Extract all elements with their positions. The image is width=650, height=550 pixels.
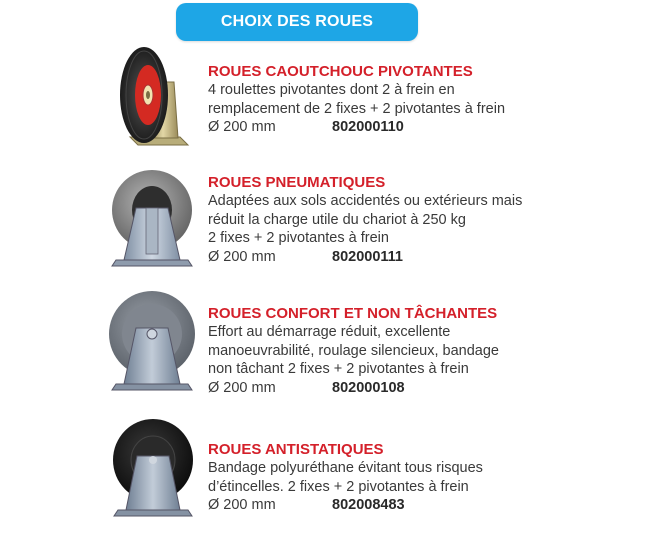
product-reference: 802000111 (332, 248, 403, 265)
product-description-line: réduit la charge utile du chariot à 250 kg (208, 211, 466, 228)
product-title: ROUES CAOUTCHOUC PIVOTANTES (208, 63, 473, 80)
product-description-line: 4 roulettes pivotantes dont 2 à frein en (208, 82, 455, 98)
section-title: CHOIX DES ROUES (176, 3, 418, 41)
product-title: ROUES PNEUMATIQUES (208, 174, 386, 191)
product-description-line: d’étincelles. 2 fixes + 2 pivotantes à frein (208, 478, 469, 495)
comfort-wheel-icon (106, 290, 198, 394)
product-reference: 802000108 (332, 379, 405, 396)
antistatic-wheel-icon (108, 416, 198, 520)
product-description-line: Adaptées aux sols accidentés ou extérieurs mais (208, 193, 523, 209)
product-title: ROUES ANTISTATIQUES (208, 441, 384, 458)
product-description-line: non tâchant 2 fixes + 2 pivotantes à frein (208, 361, 469, 377)
product-description-line: remplacement de 2 fixes + 2 pivotantes à frein (208, 100, 506, 117)
product-description-line: manoeuvrabilité, roulage silencieux, bandage (208, 342, 499, 359)
product-description-line: Effort au démarrage réduit, excellente (208, 324, 451, 340)
product-description-line: Bandage polyuréthane évitant tous risques (208, 460, 483, 476)
pneumatic-wheel-icon (108, 168, 198, 270)
product-description-line: 2 fixes + 2 pivotantes à frein (208, 230, 389, 246)
product-diameter: Ø 200 mm (208, 119, 276, 135)
product-reference: 802008483 (332, 497, 405, 513)
product-title: ROUES CONFORT ET NON TÂCHANTES (208, 305, 498, 322)
product-reference: 802000110 (332, 119, 404, 135)
product-diameter: Ø 200 mm (208, 497, 276, 513)
product-diameter: Ø 200 mm (208, 248, 276, 265)
product-diameter: Ø 200 mm (208, 379, 276, 396)
rubber-caster-wheel-icon (108, 42, 198, 150)
